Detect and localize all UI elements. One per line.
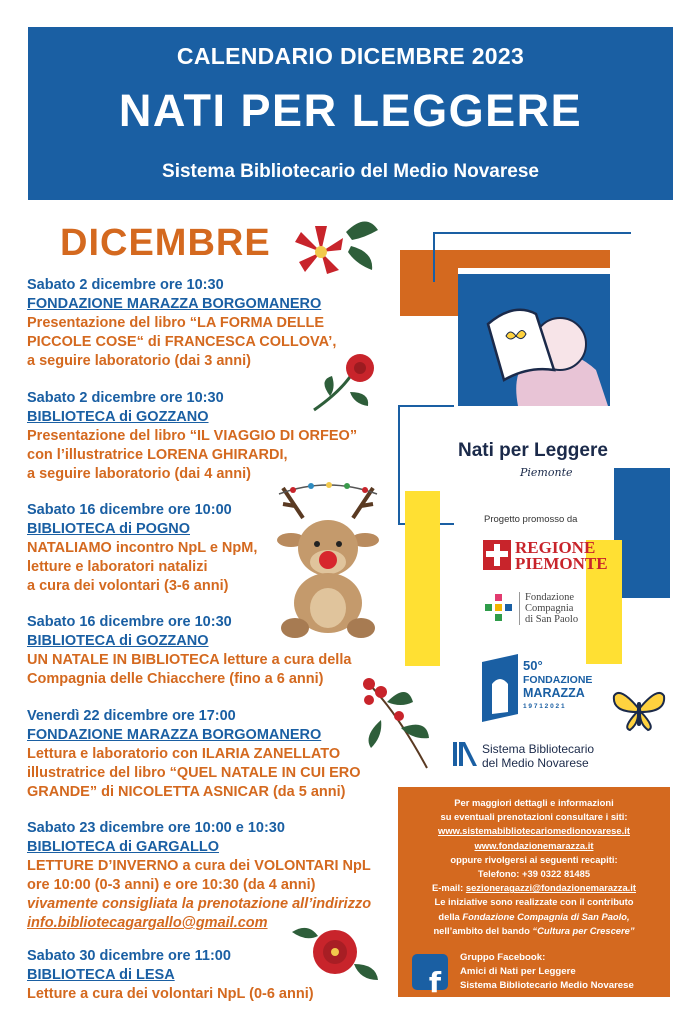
- event-place-link[interactable]: BIBLIOTECA di GARGALLO: [27, 839, 219, 855]
- site-link-marazza[interactable]: www.fondazionemarazza.it: [474, 839, 594, 851]
- booking-email-link[interactable]: info.bibliotecagargallo@gmail.com: [27, 915, 268, 931]
- marazza-logo: [523, 674, 592, 713]
- calendar-heading: CALENDARIO DICEMBRE 2023: [176, 43, 525, 69]
- npl-logo-text: Nati per Leggere: [458, 440, 608, 461]
- npl-reading-child-illustration: [458, 274, 610, 406]
- facebook-group-text: [460, 951, 634, 993]
- header-banner: [28, 27, 673, 200]
- event-description: LETTURE D’INVERNO a cura dei VOLONTARI NpL ore 10:00 (0-3 anni) e ore 10:30 (da 4 anni): [27, 858, 371, 893]
- regione-line1: REGIONE: [515, 538, 596, 557]
- compagnia-line2: Compagnia: [525, 603, 574, 614]
- event-date: Sabato 2 dicembre ore 10:30: [27, 390, 224, 406]
- fb-group-line2: Sistema Bibliotecario Medio Novarese: [460, 980, 634, 991]
- regione-piemonte-shield-icon: [483, 540, 511, 570]
- compagnia-line3: di San Paolo: [525, 614, 579, 625]
- event-5: [27, 707, 361, 802]
- event-date: Sabato 16 dicembre ore 10:30: [27, 614, 232, 630]
- event-place-link[interactable]: BIBLIOTECA di GOZZANO: [27, 409, 209, 425]
- marazza-arch-icon: [480, 654, 520, 724]
- site-link-sistema[interactable]: www.sistemabibliotecariomedionovarese.it: [438, 825, 630, 837]
- info-text: nell’ambito del bando: [433, 924, 530, 936]
- marazza-line2: MARAZZA: [523, 686, 585, 700]
- facebook-group-row[interactable]: [412, 951, 634, 999]
- event-description: Presentazione del libro “LA FORMA DELLE PICCOLE COSE“ di FRANCESCA COLLOVA’, a seguire laboratorio (dai 3 anni): [27, 315, 337, 369]
- event-description: Letture a cura dei volontari NpL (0-6 anni): [27, 986, 314, 1002]
- compagnia-san-paolo-logo: [519, 592, 578, 625]
- email-label: E-mail:: [432, 882, 464, 894]
- info-line: [398, 924, 670, 938]
- event-2: [27, 389, 357, 484]
- marazza-years: 1 9 7 1 2 0 2 1: [523, 703, 565, 710]
- fb-group-label: Gruppo Facebook:: [460, 952, 546, 963]
- event-place-link[interactable]: BIBLIOTECA di POGNO: [27, 521, 190, 537]
- event-3: [27, 501, 257, 596]
- phone-number: Telefono: +39 0322 81485: [477, 868, 591, 880]
- event-6: [27, 819, 371, 933]
- event-date: Sabato 2 dicembre ore 10:30: [27, 277, 224, 293]
- event-1: [27, 276, 336, 371]
- info-text: della: [438, 910, 460, 922]
- promoted-by-label: Progetto promosso da: [484, 514, 578, 525]
- info-line: [398, 910, 670, 924]
- event-place-link[interactable]: BIBLIOTECA di GOZZANO: [27, 633, 209, 649]
- email-row: [398, 881, 670, 895]
- poinsettia-icon: [286, 212, 381, 282]
- rose-icon: [310, 352, 385, 414]
- event-description: NATALIAMO incontro NpL e NpM, letture e laboratori natalizi a cura dei volontari (3-6 anni): [27, 540, 258, 594]
- compagnia-line1: Fondazione: [525, 592, 574, 603]
- info-box: [398, 787, 670, 997]
- info-line: oppure rivolgersi ai seguenti recapiti:: [450, 853, 618, 865]
- month-heading: DICEMBRE: [60, 222, 271, 264]
- event-description: Presentazione del libro “IL VIAGGIO DI ORFEO” con l’illustratrice LORENA GHIRARDI, a seguire laboratorio (dai 4 anni): [27, 428, 358, 482]
- info-text-italic: “Cultura per Crescere”: [532, 924, 635, 936]
- flower-ornament-icon: [288, 918, 383, 986]
- yellow-bar-left: [405, 491, 440, 666]
- facebook-icon[interactable]: f: [412, 954, 448, 990]
- sistema-line1: Sistema Bibliotecario: [482, 742, 595, 756]
- info-line: su eventuali prenotazioni consultare i siti:: [440, 811, 628, 823]
- regione-line2: PIEMONTE: [515, 554, 608, 573]
- event-description: UN NATALE IN BIBLIOTECA letture a cura della Compagnia delle Chiacchere (fino a 6 anni): [27, 652, 352, 687]
- compagnia-san-paolo-icon: [485, 594, 513, 626]
- npl-region-text: Piemonte: [520, 466, 573, 479]
- event-place-link[interactable]: FONDAZIONE MARAZZA BORGOMANERO: [27, 296, 322, 312]
- event-place-link[interactable]: FONDAZIONE MARAZZA BORGOMANERO: [27, 727, 322, 743]
- berries-icon: [357, 672, 437, 772]
- event-date: Sabato 30 dicembre ore 11:00: [27, 948, 231, 964]
- email-link[interactable]: sezioneragazzi@fondazionemarazza.it: [465, 882, 636, 894]
- event-description: Lettura e laboratorio con ILARIA ZANELLATO illustratrice del libro “QUEL NATALE IN CUI ERO GRANDE” di NICOLETTA ASNICAR (da 5 anni): [27, 746, 361, 800]
- event-place-link[interactable]: BIBLIOTECA di LESA: [27, 967, 175, 983]
- booking-note: vivamente consigliata la prenotazione all’indirizzo: [27, 896, 372, 912]
- regione-piemonte-logo: [515, 540, 608, 572]
- info-line: Per maggiori dettagli e informazioni: [454, 797, 614, 808]
- marazza-line1: FONDAZIONE: [523, 674, 593, 686]
- marazza-50-label: 50°: [523, 658, 543, 673]
- event-date: Venerdì 22 dicembre ore 17:00: [27, 708, 236, 724]
- event-date: Sabato 23 dicembre ore 10:00 e 10:30: [27, 820, 285, 836]
- blue-block-right: [614, 468, 670, 598]
- info-line: Le iniziative sono realizzate con il contributo: [434, 896, 634, 908]
- event-date: Sabato 16 dicembre ore 10:00: [27, 502, 232, 518]
- page-title: NATI PER LEGGERE: [118, 85, 583, 136]
- reindeer-icon: [273, 478, 383, 640]
- sistema-bibliotecario-icon: [453, 740, 479, 768]
- info-text-italic: Fondazione Compagnia di San Paolo,: [462, 910, 630, 922]
- sistema-bibliotecario-logo: [482, 742, 594, 770]
- page-subtitle: Sistema Bibliotecario del Medio Novarese: [162, 161, 539, 182]
- butterfly-icon: [610, 684, 668, 734]
- fb-group-line1: Amici di Nati per Leggere: [460, 966, 576, 977]
- event-7: [27, 947, 314, 1004]
- sistema-line2: del Medio Novarese: [482, 756, 589, 770]
